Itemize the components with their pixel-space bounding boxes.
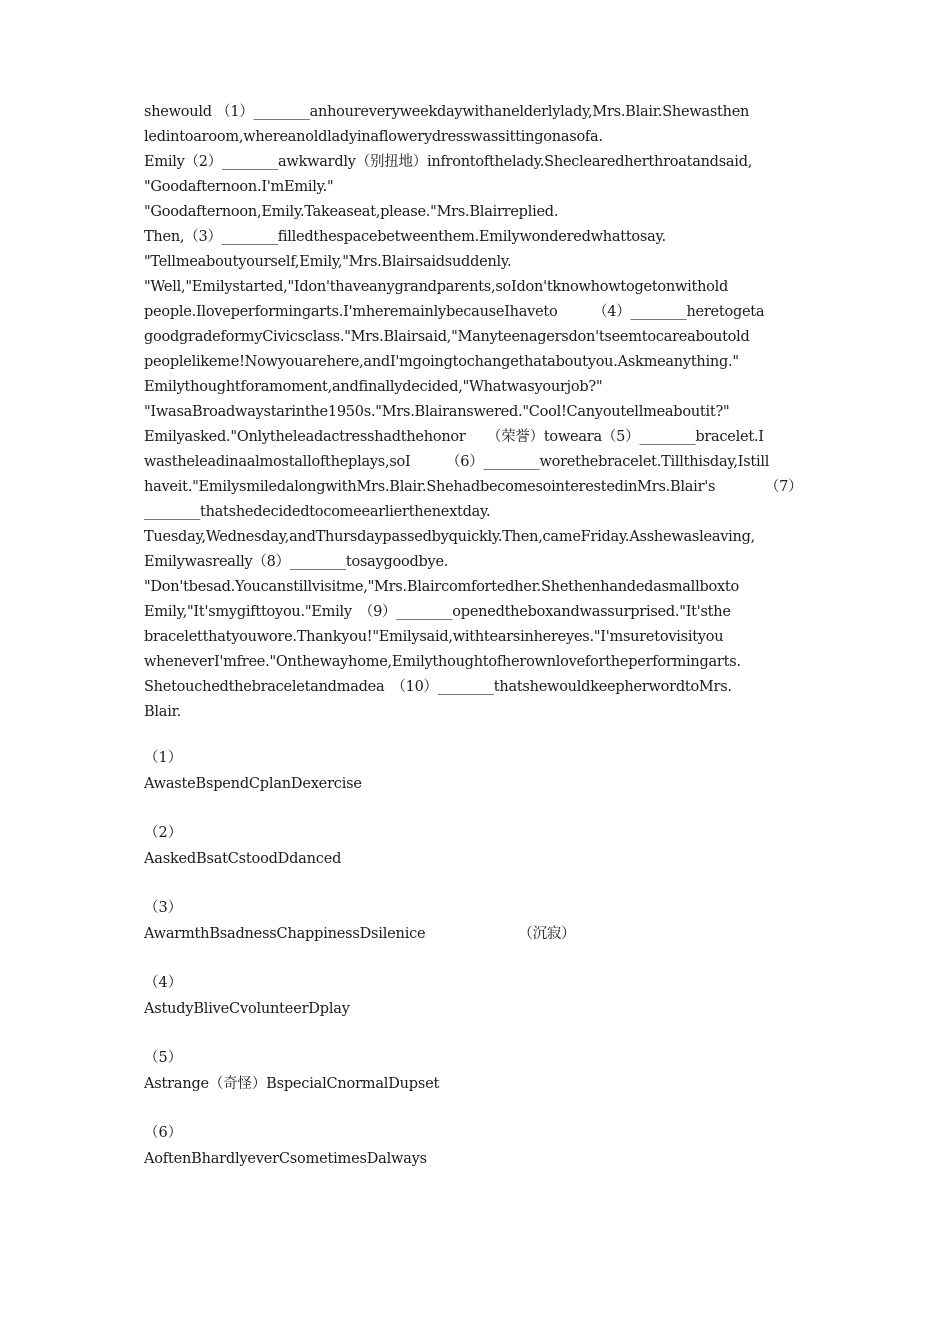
passage-line: "Don'tbesad.Youcanstillvisitme,"Mrs.Blaircomfortedher.Shethenhandedasmallboxto [144,579,739,595]
question-number: （3） [144,900,183,916]
passage-line: Emilywasreally（8）________tosaygoodbye. [144,554,449,570]
question-options: AstudyBliveCvolunteerDplay [144,1001,350,1017]
question-number: （6） [144,1125,183,1141]
passage-line: ledintoaroom,whereanoldladyinaflowerydresswassittingonasofa. [144,129,603,145]
passage-line: Shetouchedthebraceletandmadea （10）________thatshewouldkeepherwordtoMrs. [144,679,732,695]
question-number: （1） [144,750,183,766]
question-options: AwasteBspendCplanDexercise [144,776,362,792]
passage-line: Blair. [144,704,182,720]
passage-line: Tuesday,Wednesday,andThursdaypassedbyquickly.Then,cameFriday.Asshewasleaving, [144,529,756,545]
question-number: （5） [144,1050,183,1066]
passage-line: Emilyasked."Onlytheleadactresshadthehonor （荣誉）toweara（5）________bracelet.I [144,429,764,445]
passage-line: ________thatshedecidedtocomeearlierthenextday. [144,504,491,520]
passage-line: "Tellmeaboutyourself,Emily,"Mrs.Blairsaidsuddenly. [144,254,512,270]
question-number: （2） [144,825,183,841]
question-options: AaskedBsatCstoodDdanced [144,851,342,867]
passage-line: people.Iloveperformingarts.I'mheremainlybecauseIhaveto （4）________heretogeta [144,304,765,320]
passage-line: "IwasaBroadwaystarinthe1950s."Mrs.Blairanswered."Cool!Canyoutellmeaboutit?" [144,404,730,420]
question-number: （4） [144,975,183,991]
passage-line: Then,（3）________filledthespacebetweenthem.Emilywonderedwhattosay. [144,229,666,245]
question-options: Astrange（奇怪）BspecialCnormalDupset [144,1076,440,1092]
passage-line: "Goodafternoon.I'mEmily." [144,179,334,195]
question-options: AoftenBhardlyeverCsometimesDalways [144,1151,427,1167]
passage-line: Emily（2）________awkwardly（别扭地）infrontofthelady.Sheclearedherthroatandsaid, [144,154,753,170]
passage-line: peoplelikeme!Nowyouarehere,andI'mgoingtochangethataboutyou.Askmeanything." [144,354,739,370]
passage-line: goodgradeformyCivicsclass."Mrs.Blairsaid,"Manyteenagersdon'tseemtocareaboutold [144,329,750,345]
passage-line: haveit."EmilysmiledalongwithMrs.Blair.ShehadbecomesointerestedinMrs.Blair's （7） [144,479,803,495]
passage-line: shewould （1）________anhoureveryweekdaywithanelderlylady,Mrs.Blair.Shewasthen [144,104,750,120]
question-options: AwarmthBsadnessChappinessDsilenice （沉寂） [144,926,576,942]
passage-line: "Goodafternoon,Emily.Takeaseat,please."Mrs.Blairreplied. [144,204,559,220]
passage-line: Emilythoughtforamoment,andfinallydecided,"Whatwasyourjob?" [144,379,603,395]
passage-line: braceletthatyouwore.Thankyou!"Emilysaid,withtearsinhereyes."I'msuretovisityou [144,629,724,645]
passage-line: wastheleadinaalmostalloftheplays,soI （6）________worethebracelet.Tillthisday,Istill [144,454,770,470]
passage-line: Emily,"It'smygifttoyou."Emily （9）________openedtheboxandwassurprised."It'sthe [144,604,731,620]
passage-line: "Well,"Emilystarted,"Idon'thaveanygrandparents,soIdon'tknowhowtogetonwithold [144,279,729,295]
passage-line: wheneverI'mfree."Onthewayhome,Emilythoughtofherownlovefortheperformingarts. [144,654,741,670]
